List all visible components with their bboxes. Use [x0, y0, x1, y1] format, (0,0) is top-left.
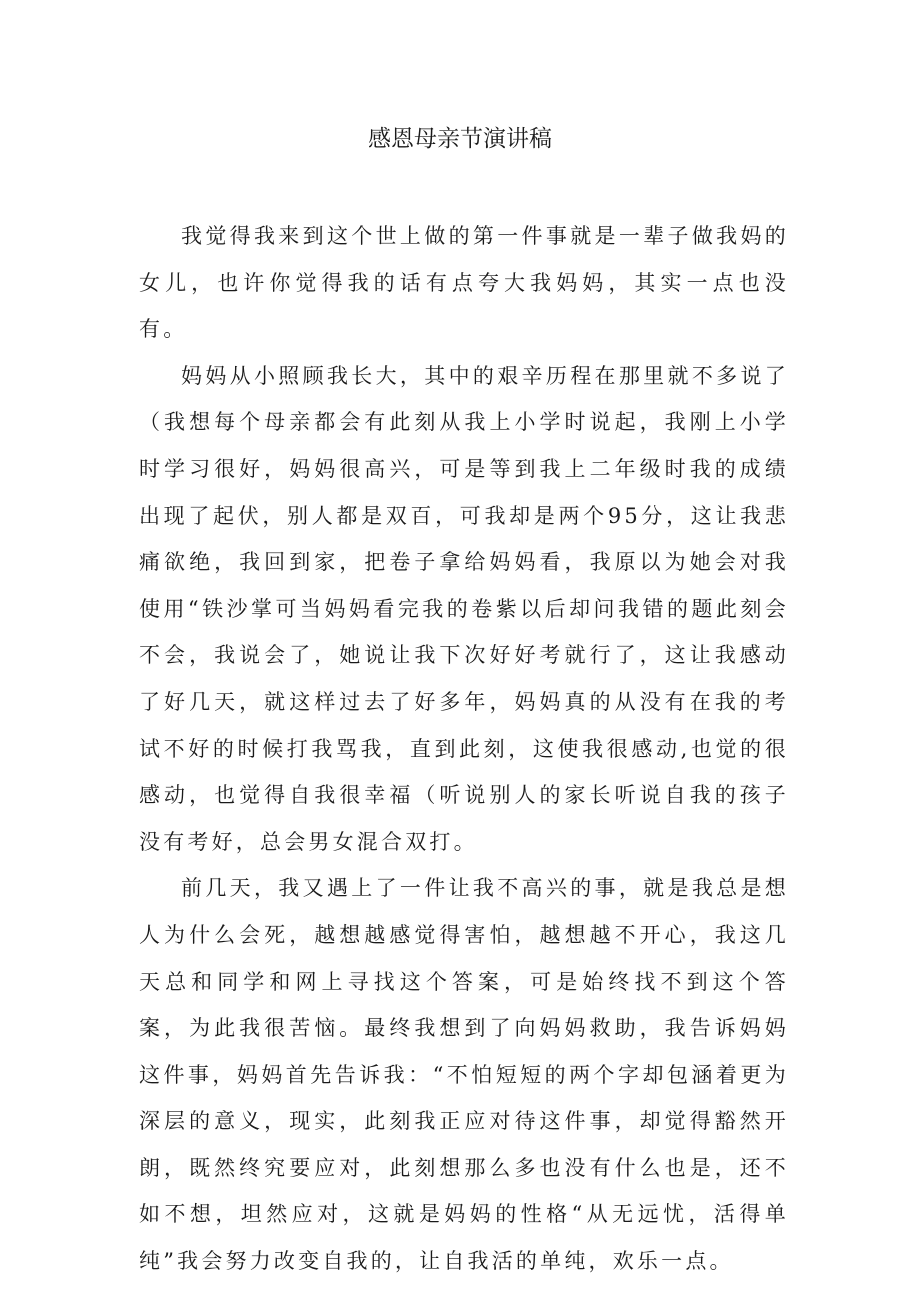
- paragraph-3: 前几天，我又遇上了一件让我不高兴的事，就是我总是想人为什么会死，越想越感觉得害怕，越想越不开心，我这几天总和同学和网上寻找这个答案，可是始终找不到这个答案，为此我很苦恼。最终我想到了向妈妈救助，我告诉妈妈这件事，妈妈首先告诉我：“不怕短短的两个字却包涵着更为深层的意义，现实，此刻我正应对待这件事，却觉得豁然开朗，既然终究要应对，此刻想那么多也没有什么也是，还不如不想，坦然应对，这就是妈妈的性格“从无远忧，活得单纯”我会努力改变自我的，让自我活的单纯，欢乐一点。: [139, 876, 789, 1274]
- document-title: 感恩母亲节演讲稿: [368, 126, 552, 152]
- document-body: [139, 213, 789, 1285]
- paragraph-2: 妈妈从小照顾我长大，其中的艰辛历程在那里就不多说了（我想每个母亲都会有此刻从我上小学时说起，我刚上小学时学习很好，妈妈很高兴，可是等到我上二年级时我的成绩出现了起伏，别人都是双百，可我却是两个95分，这让我悲痛欲绝，我回到家，把卷子拿给妈妈看，我原以为她会对我使用“铁沙掌可当妈妈看完我的卷紫以后却问我错的题此刻会不会，我说会了，她说让我下次好好考就行了，这让我感动了好几天，就这样过去了好多年，妈妈真的从没有在我的考试不好的时候打我骂我，直到此刻，这使我很感动,也觉的很感动，也觉得自我很幸福（听说别人的家长听说自我的孩子没有考好，总会男女混合双打。: [139, 363, 789, 854]
- paragraph-1: 我觉得我来到这个世上做的第一件事就是一辈子做我妈的女儿，也许你觉得我的话有点夸大我妈妈，其实一点也没有。: [139, 224, 789, 342]
